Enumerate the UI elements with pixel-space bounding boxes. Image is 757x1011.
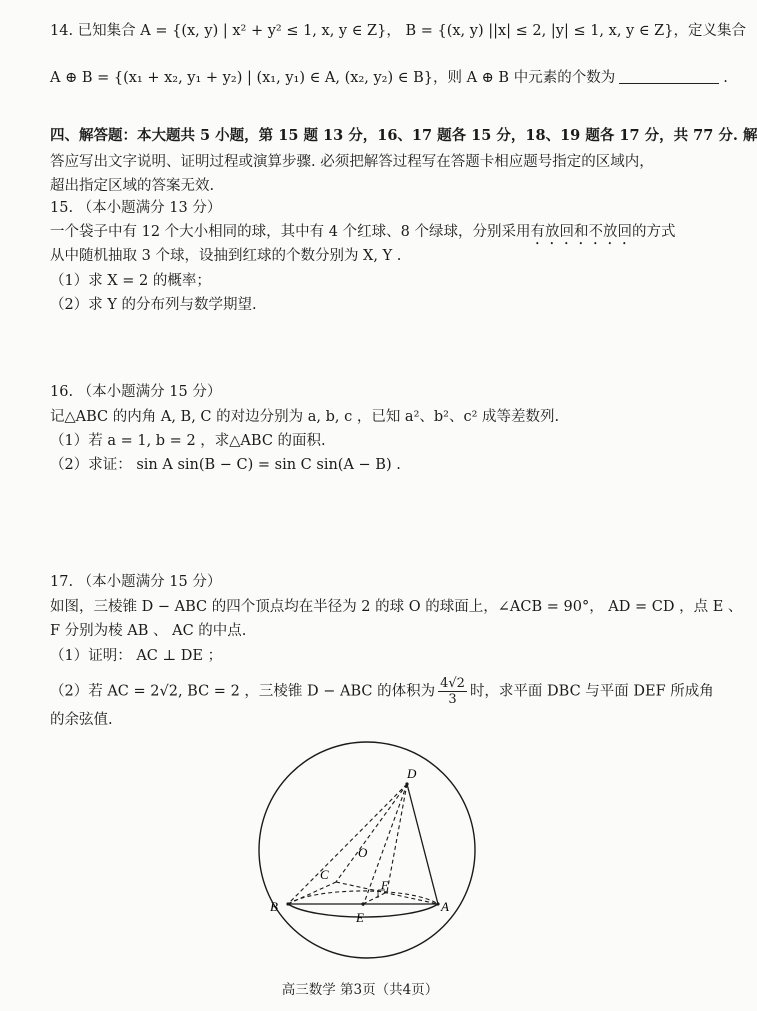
q14-line2 xyxy=(50,67,728,89)
point-E xyxy=(361,902,364,905)
label-D: D xyxy=(407,766,417,781)
fraction-numerator: 4√2 xyxy=(440,676,465,691)
q17-part1: （1）证明： AC ⊥ DE ； xyxy=(50,648,223,664)
label-B: B xyxy=(270,899,278,914)
edge-DA xyxy=(407,784,438,904)
edge-EF xyxy=(363,892,387,904)
sphere-pyramid-figure xyxy=(250,740,480,965)
section4-line2: 答应写出文字说明、证明过程或演算步骤. 必须把解答过程写在答题卡相应题号指定的区域内， xyxy=(50,154,654,170)
q17-part2-cont: 的余弦值. xyxy=(50,712,113,728)
q15-heading: 15. （本小题满分 13 分） xyxy=(50,200,222,216)
q16-line1: 记△ABC 的内角 A, B, C 的对边分别为 a, b, c ，已知 a²、b²、c² 成等差数列. xyxy=(50,409,560,425)
q17-heading: 17. （本小题满分 15 分） xyxy=(50,574,222,590)
section4-line1: 四、解答题：本大题共 5 小题，第 15 题 13 分，16、17 题各 15 分，18、19 题各 17 分，共 77 分. 解 xyxy=(50,127,757,144)
q15-line1 xyxy=(50,221,675,248)
volume-fraction xyxy=(438,676,467,707)
label-E: E xyxy=(356,910,364,925)
q17-part2-a: （2）若 AC = 2√2, BC = 2 ，三棱锥 D − ABC 的体积为 xyxy=(50,683,436,700)
q16-part1: （1）若 a = 1, b = 2 ，求△ABC 的面积. xyxy=(50,433,326,449)
q15-part1: （1）求 X = 2 的概率； xyxy=(50,273,211,289)
q15-part2: （2）求 Y 的分布列与数学期望. xyxy=(50,297,257,313)
q17-line1: 如图，三棱锥 D − ABC 的四个顶点均在半径为 2 的球 O 的球面上，∠ACB = 90°， AD = CD ，点 E 、 xyxy=(50,599,743,615)
point-B xyxy=(286,902,289,905)
point-A xyxy=(436,902,439,905)
q14-line1: 14. 已知集合 A = {(x, y) | x² + y² ≤ 1, x, y ∈ Z}， B = {(x, y) ||x| ≤ 2, |y| ≤ 1, x, y ∈ Z}，定义集合 xyxy=(50,23,746,39)
section4-line3: 超出指定区域的答案无效. xyxy=(50,178,215,194)
q17-part2-b: 时，求平面 DBC 与平面 DEF 所成角 xyxy=(469,683,714,700)
q15-line1-b: 的方式 xyxy=(631,224,676,240)
q14-line2-end: . xyxy=(723,70,728,86)
q16-heading: 16. （本小题满分 15 分） xyxy=(50,384,222,400)
q17-part2 xyxy=(50,676,714,707)
q16-part2: （2）求证： sin A sin(B − C) = sin C sin(A − B) . xyxy=(50,457,401,473)
q14-line2-text: A ⊕ B = {(x₁ + x₂, y₁ + y₂) | (x₁, y₁) ∈ A, (x₂, y₂) ∈ B}，则 A ⊕ B 中元素的个数为 xyxy=(50,70,616,86)
q17-line2: F 分别为棱 AB 、 AC 的中点. xyxy=(50,623,247,639)
edge-DB xyxy=(288,784,407,904)
fraction-denominator: 3 xyxy=(448,692,457,707)
label-O: O xyxy=(358,845,368,860)
q15-line2: 从中随机抽取 3 个球，设抽到红球的个数分别为 X, Y . xyxy=(50,248,402,264)
label-C: C xyxy=(320,867,329,882)
point-D xyxy=(405,782,408,785)
edge-DC xyxy=(336,784,407,882)
edge-DF xyxy=(387,784,407,892)
q15-line1-a: 一个袋子中有 12 个大小相同的球，其中有 4 个红球、8 个绿球，分别采用 xyxy=(50,224,531,240)
ellipse-back xyxy=(288,891,438,904)
q15-emphasis: 有放回和不放回 xyxy=(530,224,632,240)
answer-blank xyxy=(619,69,719,84)
label-F: F xyxy=(381,878,389,892)
page-footer: 高三数学 第3页（共4页） xyxy=(281,982,439,998)
label-A: A xyxy=(441,899,449,914)
